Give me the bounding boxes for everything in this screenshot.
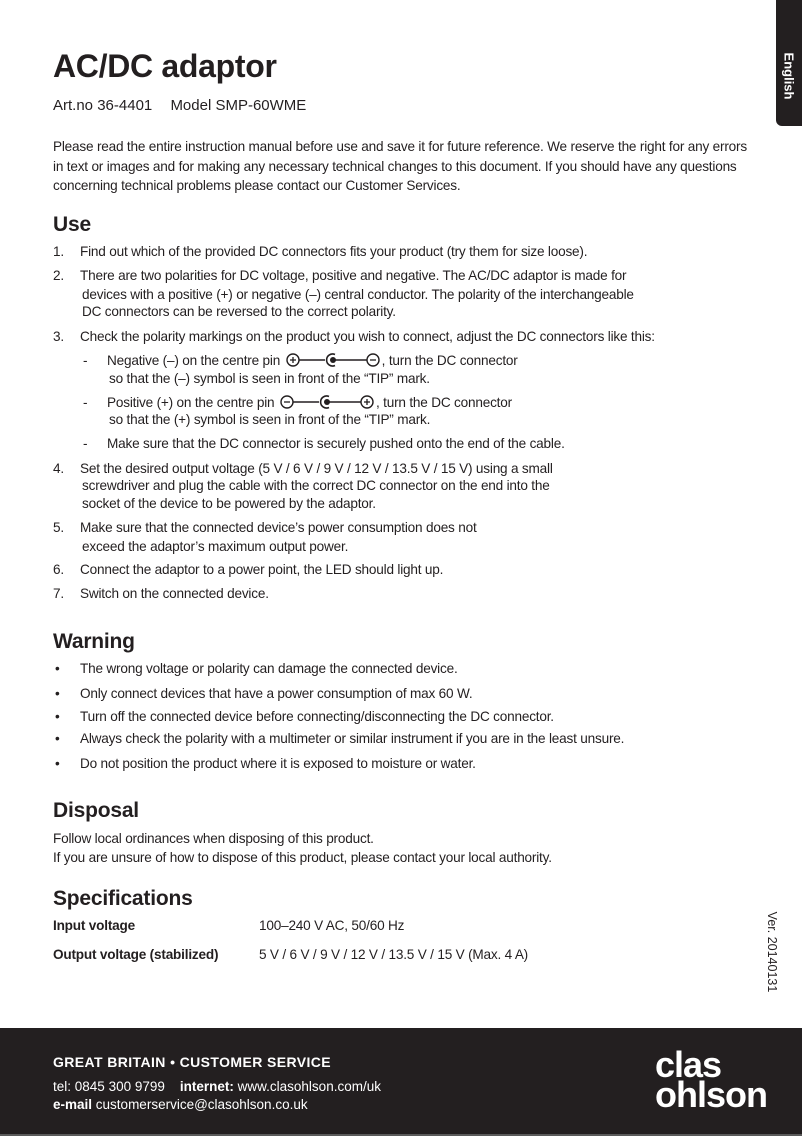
use-item-number: 7.: [53, 586, 64, 601]
bullet: •: [55, 661, 60, 676]
spec-value: 5 V / 6 V / 9 V / 12 V / 13.5 V / 15 V (Max. 4 A): [259, 947, 529, 962]
language-label: English: [781, 52, 797, 100]
intro-paragraph: Please read the entire instruction manual before use and save it for future reference. We reserve the right for any errors in text or images and for making any necessary technical changes to this document. If you should have any questions concerning technical problems please contact our Customer Services.: [53, 139, 747, 194]
sub-item-text: Negative (–) on the centre pin , turn the DC connector: [107, 353, 518, 368]
art-label: Art.no: [53, 97, 94, 114]
warning-item: Turn off the connected device before connecting/disconnecting the DC connector.: [80, 709, 554, 724]
use-item-text: exceed the adaptor’s maximum output power.: [82, 539, 349, 554]
disposal-text: Follow local ordinances when disposing of this product.: [53, 831, 374, 846]
sub-item-text: so that the (+) symbol is seen in front of the “TIP” mark.: [109, 412, 431, 427]
use-heading: Use: [53, 213, 91, 236]
clas-ohlson-logo: clas ohlson: [655, 1044, 767, 1115]
use-item-number: 3.: [53, 329, 64, 344]
use-item-number: 5.: [53, 520, 64, 535]
internet-label: internet:: [179, 1079, 234, 1094]
sub-item-dash: -: [83, 395, 88, 410]
warning-item: Always check the polarity with a multimeter or similar instrument if you are in the least unsure.: [80, 731, 625, 746]
email-label: e-mail: [53, 1097, 93, 1112]
use-item-text: DC connectors can be reversed to the correct polarity.: [82, 304, 396, 319]
model-label: Model: [170, 97, 212, 114]
warning-item: Do not position the product where it is exposed to moisture or water.: [80, 756, 476, 771]
footer-email-line: [53, 1097, 308, 1112]
warning-item: Only connect devices that have a power consumption of max 60 W.: [80, 686, 473, 701]
email-link[interactable]: customerservice@clasohlson.co.uk: [95, 1097, 308, 1112]
positive-outer-negative-centre-polarity-icon: [285, 352, 381, 368]
footer: [0, 1028, 802, 1136]
footer-heading: GREAT BRITAIN • CUSTOMER SERVICE: [53, 1054, 332, 1070]
use-item-number: 6.: [53, 562, 64, 577]
version-label: Ver. 20140131: [765, 911, 779, 993]
use-item-text: Connect the adaptor to a power point, the LED should light up.: [80, 562, 444, 577]
use-item-text: screwdriver and plug the cable with the correct DC connector on the end into the: [82, 478, 550, 493]
use-item-number: 4.: [53, 461, 64, 476]
sub-item-text: Positive (+) on the centre pin , turn the DC connector: [107, 395, 512, 410]
bullet: •: [55, 686, 60, 701]
bullet: •: [55, 709, 60, 724]
bullet: •: [55, 756, 60, 771]
language-tab: [776, 0, 802, 126]
model-number: SMP-60WME: [215, 97, 307, 114]
use-item-text: devices with a positive (+) or negative (–) central conductor. The polarity of the interchangeable: [82, 287, 634, 302]
sub-item-dash: -: [83, 436, 88, 451]
sub-item-text: so that the (–) symbol is seen in front of the “TIP” mark.: [109, 371, 430, 386]
use-item-text: There are two polarities for DC voltage, positive and negative. The AC/DC adaptor is made for: [80, 268, 627, 283]
spec-label: Output voltage (stabilized): [53, 947, 219, 962]
specifications-heading: Specifications: [53, 887, 193, 910]
use-item-text: Make sure that the connected device’s power consumption does not: [80, 520, 477, 535]
use-item-text: socket of the device to be powered by the adaptor.: [82, 496, 376, 511]
warning-heading: Warning: [53, 630, 135, 653]
sub-item-dash: -: [83, 353, 88, 368]
footer-contact-line: [53, 1079, 381, 1094]
disposal-heading: Disposal: [53, 799, 139, 822]
article-info: [53, 96, 306, 116]
use-item-text: Check the polarity markings on the product you wish to connect, adjust the DC connectors like this:: [80, 329, 655, 344]
use-item-number: 1.: [53, 244, 64, 259]
website-link[interactable]: www.clasohlson.com/uk: [237, 1079, 381, 1094]
sub-item-text: Make sure that the DC connector is securely pushed onto the end of the cable.: [107, 436, 565, 451]
use-item-text: Switch on the connected device.: [80, 586, 269, 601]
use-item-text: Set the desired output voltage (5 V / 6 V / 9 V / 12 V / 13.5 V / 15 V) using a small: [80, 461, 553, 476]
tel-label: tel:: [53, 1079, 72, 1094]
spec-label: Input voltage: [53, 918, 135, 933]
use-item-text: Find out which of the provided DC connectors fits your product (try them for size loose).: [80, 244, 588, 259]
art-number: 36-4401: [97, 97, 153, 114]
bullet: •: [55, 731, 60, 746]
disposal-text: If you are unsure of how to dispose of this product, please contact your local authority.: [53, 850, 552, 865]
negative-outer-positive-centre-polarity-icon: [279, 394, 375, 410]
tel-number: 0845 300 9799: [74, 1079, 165, 1094]
warning-item: The wrong voltage or polarity can damage the connected device.: [80, 661, 458, 676]
use-item-number: 2.: [53, 268, 64, 283]
page-title: AC/DC adaptor: [53, 48, 277, 84]
spec-value: 100–240 V AC, 50/60 Hz: [259, 918, 405, 933]
